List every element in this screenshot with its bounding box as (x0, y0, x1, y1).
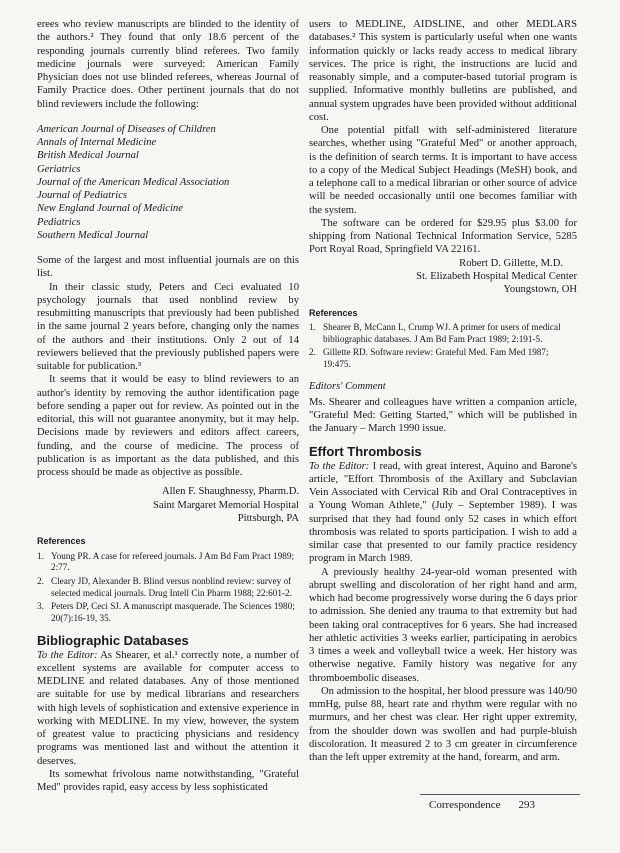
signature (37, 485, 299, 525)
signature-location: Youngstown, OH (503, 284, 577, 296)
journal-item: New England Journal of Medicine (37, 203, 183, 215)
paragraph: To the Editor: I read, with great interest, Aquino and Barone's article, "Effort Thrombosis of the Axillary and Subclavian Vein Associated with Cervical Rib and Oral Contraceptives in a Young Woman Athlete," (July – September 1989). I was surprised that they had found only 52 cases in which effort thrombosis was related to sports participation. I wish to add a similar case that presented to our family practice residency program in March 1989. (309, 460, 577, 565)
paragraph: It seems that it would be easy to blind reviewers to an author's identity by removing the author identification page before sending a paper out for review. As pointed out in the editorial, this will not guarantee anonymity, but it may help. Decisions made by reviewers and editors affect careers, funding, and the course of medicine. The process of publication is as important as the data published, and this process should be made as objective as possible. (37, 374, 299, 478)
references-heading: References (309, 307, 358, 318)
paragraph: To the Editor: As Shearer, et al.¹ correctly note, a number of excellent systems are available for computer access to MEDLINE and related databases. Any of those mentioned are suitable for use by medical librarians and researchers with high levels of sophistication and extensive experience in working with MEDLINE. In my view, however, the system of greatest value to practicing physicians and residency programs was mentioned last and without the attention it deserves. (37, 649, 299, 767)
section-heading: Effort Thrombosis (309, 444, 422, 460)
journal-item: Geriatrics (37, 163, 81, 175)
references-list (37, 551, 299, 625)
journal-item: Pediatrics (37, 216, 81, 228)
paragraph: On admission to the hospital, her blood pressure was 140/90 mmHg, pulse 88, heart rate and rhythm were regular with no murmurs, and her chest was clear. Her right upper extremity, from the shoulder down was swollen and had purple-bluish discoloration. It measured 2 to 3 cm greater in circumference than the left upper extremity at the hand, forearm, and arm. (309, 685, 577, 764)
right-column (309, 18, 577, 764)
page-number: 293 (518, 799, 535, 811)
journal-item: British Medical Journal (37, 150, 139, 162)
journal-item: American Journal of Diseases of Children (37, 123, 216, 135)
paragraph: Some of the largest and most influential journals are on this list. (37, 255, 299, 280)
footer-section: Correspondence (429, 799, 501, 811)
journal-item: Journal of the American Medical Association (37, 176, 230, 188)
signature-affiliation: St. Elizabeth Hospital Medical Center (416, 270, 577, 282)
reference-item: 1. Young PR. A case for refereed journals. J Am Bd Fam Pract 1989; 2:77. (37, 550, 295, 573)
reference-item: 2. Cleary JD, Alexander B. Blind versus nonblind review: survey of selected medical journals. Drug Intell Cin Pharm 1988; 22:601-2. (37, 575, 292, 598)
signature-name: Robert D. Gillette, M.D. (459, 257, 563, 269)
reference-item: 1. Shearer B, McCann L, Crump WJ. A primer for users of medical bibliographic databases. J Am Bd Fam Pract 1989; 2:191-5. (309, 321, 561, 344)
paragraph: The software can be ordered for $29.95 plus $3.00 for shipping from National Technical Information Service, 5285 Port Royal Road, Springfield VA 22161. (309, 217, 577, 256)
paragraph: users to MEDLINE, AIDSLINE, and other MEDLARS databases.² This system is particularly useful when one wants information quickly or lacks ready access to medical library services. The price is right, the instructions are lucid and reasonably simple, and a computer-based tutorial program is supplied. Informative monthly bulletins are published, and annual system upgrades have been provided without additional cost. (309, 19, 577, 123)
section-heading: Bibliographic Databases (37, 633, 189, 649)
reference-item: 3. Peters DP, Ceci SJ. A manuscript masquerade. The Sciences 1980; 20(7):16-19, 35. (37, 601, 295, 623)
signature-affiliation: Saint Margaret Memorial Hospital (152, 499, 299, 511)
journal-item: Southern Medical Journal (37, 229, 149, 241)
page-footer (429, 799, 535, 811)
footer-rule (420, 794, 580, 795)
journal-item: Annals of Internal Medicine (37, 137, 157, 148)
editors-comment-heading: Editors' Comment (309, 381, 386, 393)
paragraph: Its somewhat frivolous name notwithstanding, "Grateful Med" provides rapid, easy access by less sophisticated (37, 768, 299, 794)
signature-name: Allen F. Shaughnessy, Pharm.D. (161, 486, 299, 498)
references-heading: References (37, 536, 86, 547)
signature (309, 257, 577, 297)
paragraph: Ms. Shearer and colleagues have written a companion article, "Grateful Med: Getting Started," which will be published in the January – March 1990 issue. (309, 396, 577, 435)
signature-location: Pittsburgh, PA (237, 513, 299, 525)
paragraph: In their classic study, Peters and Ceci evaluated 10 psychology journals that used nonblind review by resubmitting manuscripts that previously had been published in the same journal 2 years before, changing only the names of the authors and their institutions. Only 2 out of 14 reviewers believed that the previously published papers were suitable for publication.³ (37, 281, 299, 372)
references-list (309, 322, 577, 370)
journal-item: Journal of Pediatrics (37, 190, 128, 201)
paragraph: erees who review manuscripts are blinded to the identity of the authors.² They found that only 18.6 percent of the responding journals currently blind referees. Two family medicine journals were surveyed: American Family Physician does not use blinded referees, whereas Journal of Family Practice does. Other pertinent journals that do not blind reviewers include the following: (37, 19, 299, 110)
journal-list (37, 123, 299, 242)
paragraph: A previously healthy 24-year-old woman presented with abrupt swelling and discoloration of her right hand and arm, which had become progressively worse during the 6 days prior to admission. She denied any trauma to that extremity but had been taking oral contraceptives for 6 years. She had increased her athletic activities 3 weeks earlier, participating in aerobics 3 times a week and volleyball twice a week. Her history was otherwise negative. Family history was negative for any thromboembolic diseases. (309, 566, 577, 684)
paragraph: One potential pitfall with self-administered literature searches, whether using "Grateful Med" or another approach, is the definition of search terms. It is important to have access to a copy of the Medical Subject Headings (MeSH) book, and a telephone call to a medical librarian or other source of advice will be needed occasionally until one becomes familiar with the system. (309, 125, 577, 216)
left-column (37, 18, 299, 794)
reference-item: 2. Gillette RD. Software review: Grateful Med. Fam Med 1987; 19:475. (309, 347, 549, 369)
